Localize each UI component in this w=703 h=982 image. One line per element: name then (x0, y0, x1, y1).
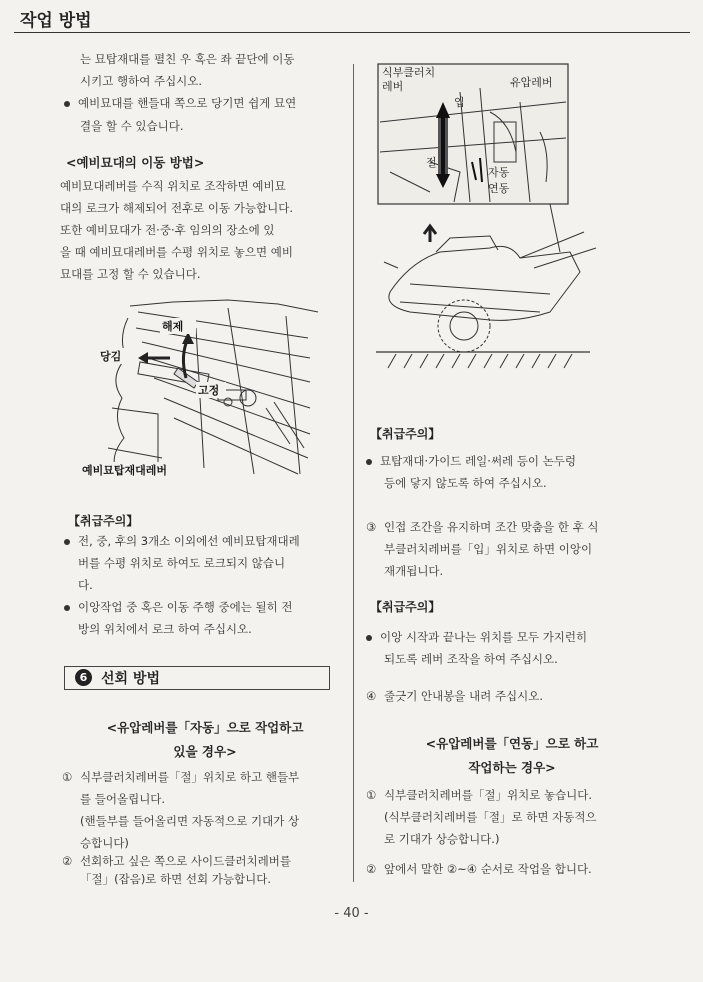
right-step-1-num: ① (366, 788, 377, 802)
left-caution-item-2-text: 이앙작업 중 혹은 이동 주행 중에는 될히 전 (78, 600, 293, 614)
right-caution-2-line-2: 되도록 레버 조작을 하여 주십시오. (384, 652, 558, 666)
bullet-icon (64, 101, 70, 107)
bullet-icon (64, 605, 70, 611)
right-step-1-line-2: (식부클러치레버를「절」로 하면 자동적으 (384, 810, 597, 824)
figure2-on-label: 입 (454, 96, 465, 109)
section-number-badge: 6 (75, 669, 92, 686)
left-step-1-line-3: (핸들부를 들어올리면 자동적으로 기대가 상 (80, 814, 300, 828)
left-step-1-num: ① (62, 770, 73, 784)
right-step-4-line-1: 줄긋기 안내봉을 내려 주십시오. (384, 689, 544, 703)
bullet-icon (366, 459, 372, 465)
left-caution-item-2-line-1 (64, 596, 292, 618)
right-step-1-line-3: 로 기대가 상승합니다.) (384, 832, 500, 846)
left-case-heading-line-1: <유압레버를「자동」으로 작업하고 (106, 720, 304, 735)
paragraph-line-5: 묘대를 고정 할 수 있습니다. (60, 267, 201, 281)
right-step-4-num: ④ (366, 689, 377, 703)
right-caution-2-line-1 (366, 626, 587, 648)
figure2-linked-label: 연동 (488, 182, 510, 195)
right-case-heading-line-1: <유압레버를「연동」으로 하고 (425, 736, 599, 751)
intro-line-2: 시키고 행하여 주십시오. (80, 74, 203, 88)
right-step-3-line-3: 재개됩니다. (384, 564, 444, 578)
left-step-2-line-2: 「절」(잡음)로 하면 선회 가능합니다. (80, 872, 272, 886)
figure2-clutch-lever-label-2: 레버 (382, 80, 404, 93)
column-divider (353, 64, 354, 882)
right-step-2-num: ② (366, 862, 377, 876)
figure1-fix-label: 고정 (198, 384, 220, 397)
left-caution-item-2-line-2: 방의 위치에서 로크 하여 주십시오. (78, 622, 252, 636)
left-step-1-line-1: 식부클러치레버를「절」위치로 하고 핸들부 (80, 770, 300, 784)
right-caution-2-title: 【취급주의】 (370, 600, 441, 614)
paragraph-line-1: 예비묘대레버를 수직 위치로 조작하면 예비묘 (60, 179, 286, 193)
bullet-icon (64, 539, 70, 545)
left-caution-item-1-line-2: 버를 수평 위치로 하여도 로크되지 않습니 (78, 556, 286, 570)
right-caution-1-title: 【취급주의】 (370, 427, 441, 441)
figure2-off-label: 절 (426, 156, 437, 169)
figure-rice-transplanter-levers (370, 62, 600, 382)
right-case-heading-line-2: 작업하는 경우> (468, 760, 556, 775)
right-caution-2-text: 이앙 시작과 끝나는 위치를 모두 가지런히 (380, 630, 588, 644)
intro-line-1: 는 묘탑재대를 펼친 우 혹은 좌 끝단에 이동 (80, 52, 295, 66)
left-caution-item-1-line-3: 다. (78, 578, 93, 592)
figure2-hydraulic-lever-label: 유압레버 (510, 76, 553, 89)
paragraph-line-4: 을 때 예비묘대레버를 수평 위치로 놓으면 예비 (60, 245, 294, 259)
right-step-3-num: ③ (366, 520, 377, 534)
left-caution-title: 【취급주의】 (68, 514, 139, 528)
paragraph-line-3: 또한 예비묘대가 전·중·후 임의의 장소에 있 (60, 223, 275, 237)
left-step-2-line-1: 선회하고 싶은 쪽으로 사이드클러치레버를 (80, 854, 291, 868)
page-number: - 40 - (334, 906, 369, 921)
left-case-heading-line-2: 있을 경우> (173, 744, 237, 759)
right-step-1-line-1: 식부클러치레버를「절」위치로 놓습니다. (384, 788, 593, 802)
intro-bullet-line-2: 결을 할 수 있습니다. (80, 119, 184, 133)
right-caution-1-text: 묘탑재대·가이드 레일·써레 등이 논두렁 (380, 454, 577, 468)
left-step-2-num: ② (62, 854, 73, 868)
figure1-lever-label: 예비묘탑재대레버 (82, 464, 168, 477)
right-step-3-line-2: 부클러치레버를「입」위치로 하면 이앙이 (384, 542, 593, 556)
section-title: 선회 방법 (101, 671, 160, 687)
paragraph-line-2: 대의 로크가 해제되어 전후로 이동 가능합니다. (60, 201, 294, 215)
intro-bullet-text: 예비묘대를 핸들대 쪽으로 당기면 쉽게 묘연 (78, 96, 297, 110)
page-header-title: 작업 방법 (20, 11, 92, 31)
left-step-1-line-4: 승합니다) (80, 836, 129, 850)
figure1-release-label: 해제 (162, 320, 184, 333)
intro-bullet-line-1 (64, 92, 296, 114)
right-step-2-line-1: 앞에서 말한 ②~④ 순서로 작업을 합니다. (384, 862, 592, 876)
figure-seedling-stand-lever (78, 298, 320, 480)
right-caution-1-line-2: 등에 닿지 않도록 하여 주십시오. (384, 476, 547, 490)
header-rule (14, 32, 690, 33)
subsection-title: <예비묘대의 이동 방법> (66, 155, 205, 170)
figure2-auto-label: 자동 (488, 166, 510, 179)
right-caution-1-line-1 (366, 450, 576, 472)
left-caution-item-1-text: 전, 중, 후의 3개소 이외에선 예비묘탑재대레 (78, 534, 300, 548)
left-step-1-line-2: 를 들어올립니다. (80, 792, 166, 806)
section-turning-method (64, 666, 330, 690)
bullet-icon (366, 635, 372, 641)
figure2-clutch-lever-label-1: 식부클러치 (382, 66, 436, 79)
figure1-pull-label: 당김 (100, 350, 122, 363)
left-caution-item-1-line-1 (64, 530, 300, 552)
right-step-3-line-1: 인접 조간을 유지하며 조간 맞춤을 한 후 식 (384, 520, 599, 534)
